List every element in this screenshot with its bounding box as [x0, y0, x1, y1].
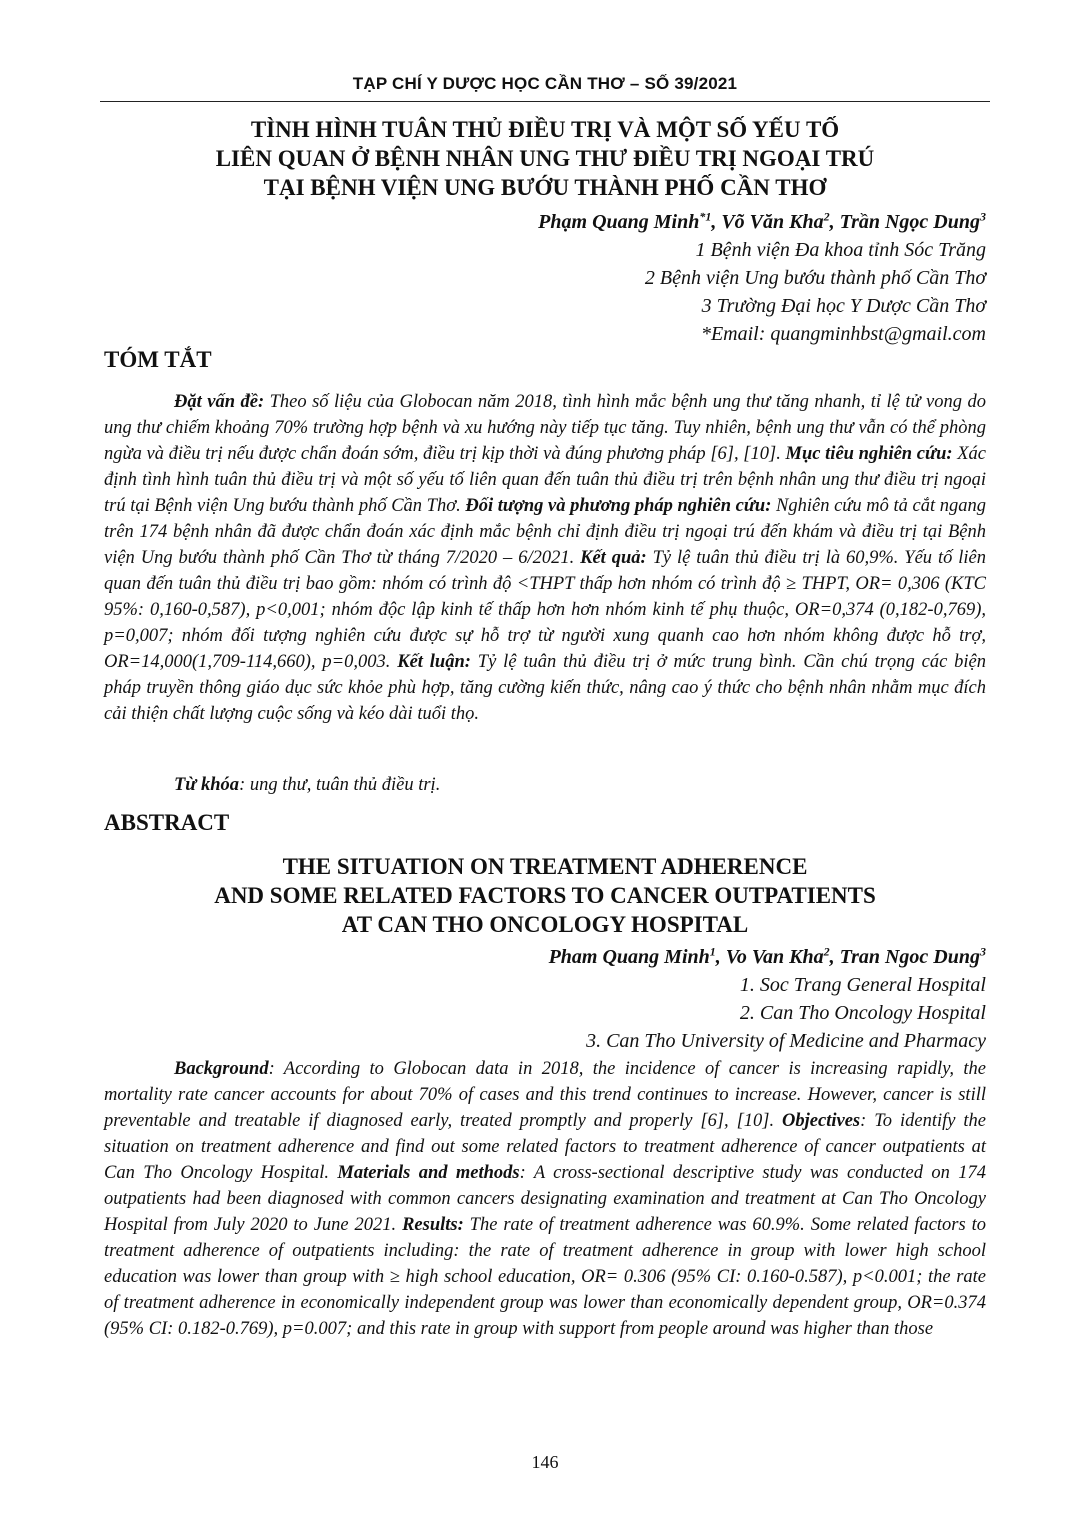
- vn-title: [100, 115, 990, 202]
- author-name: Vo Van Kha: [725, 946, 824, 968]
- en-title: [100, 852, 990, 939]
- affiliation: 2. Can Tho Oncology Hospital: [739, 1002, 986, 1024]
- keywords-label: Từ khóa: [174, 775, 240, 795]
- author-mark: *1: [699, 209, 712, 224]
- author-name: Pham Quang Minh: [548, 946, 710, 968]
- label-methods: Materials and methods: [337, 1163, 520, 1183]
- affiliation: 1. Soc Trang General Hospital: [739, 974, 986, 996]
- author-mark: 1: [709, 944, 716, 959]
- en-title-line: AT CAN THO ONCOLOGY HOSPITAL: [341, 912, 749, 937]
- en-title-line: THE SITUATION ON TREATMENT ADHERENCE: [282, 854, 808, 879]
- text-methods: Nghiên cứu mô tả cắt ngang trên 174 bệnh nhân đã được chẩn đoán xác định mắc bệnh chỉ định điều trị ngoại trú đến khám và điều trị tại Bệnh viện Ung bướu thành phố Cần Thơ từ tháng 7/2020 – 6/2021.: [104, 496, 986, 568]
- text-objective: : To identify the situation on treatment adherence and find out some related factors to treatment adherence of cancer outpatients at Can Tho Oncology Hospital.: [104, 1111, 986, 1183]
- text-background: Theo số liệu của Globocan năm 2018, tình hình mắc bệnh ung thư tăng nhanh, tỉ lệ tử vong do ung thư chiếm khoảng 70% trường hợp bệnh và xu hướng này tiếp tục tăng. Tuy nhiên, bệnh ung thư vẫn có thể phòng ngừa và điều trị nếu được chẩn đoán sớm, điều trị kịp thời và đúng phương pháp [6], [10].: [104, 392, 986, 464]
- author-separator: ,: [715, 946, 726, 968]
- en-author-list: [549, 943, 986, 971]
- author-name: Võ Văn Kha: [721, 211, 824, 233]
- vn-author-list: [538, 208, 986, 236]
- affiliation: 1 Bệnh viện Đa khoa tỉnh Sóc Trăng: [695, 239, 986, 261]
- author-separator: ,: [829, 946, 840, 968]
- text-results: Tỷ lệ tuân thủ điều trị là 60,9%. Yếu tố liên quan đến tuân thủ điều trị bao gồm: nhóm có trình độ <THPT thấp hơn nhóm có trình độ ≥ THPT, OR= 0,306 (KTC 95%: 0,160-0,587), p<0,001; nhóm độc lập kinh tế thấp hơn hơn nhóm kinh tế phụ thuộc, OR=0,374 (0,182-0,769), p=0,007; nhóm đối tượng nghiên cứu được sự hỗ trợ từ người xung quanh cao hơn nhóm không được hỗ trợ, OR=14,000(1,709-114,660), p=0,003.: [104, 548, 986, 672]
- author-mark: 3: [980, 209, 986, 224]
- label-background: Background: [174, 1059, 269, 1079]
- text-conclusion: Tỷ lệ tuân thủ điều trị ở mức trung bình. Cần chú trọng các biện pháp truyền thông giáo dục sức khỏe phù hợp, tăng cường kiến thức, nâng cao ý thức cho bệnh nhân nhằm mục đích cải thiện chất lượng cuộc sống và kéo dài tuổi thọ.: [104, 652, 986, 724]
- author-separator: ,: [829, 211, 840, 233]
- vn-section-heading: TÓM TẮT: [104, 347, 212, 372]
- author-mark: 2: [823, 209, 830, 224]
- affiliation: 2 Bệnh viện Ung bướu thành phố Cần Thơ: [644, 267, 986, 289]
- author-mark: 3: [980, 944, 986, 959]
- label-objective: Objectives: [782, 1111, 861, 1131]
- text-methods: : A cross-sectional descriptive study was conducted on 174 outpatients had been diagnosed with common cancers designating examination and treatment at Can Tho Oncology Hospital from July 2020 to June 2021.: [104, 1163, 986, 1235]
- en-affiliations: [586, 971, 986, 1055]
- page-number: 146: [531, 1452, 559, 1472]
- text-objective: Xác định tình hình tuân thủ điều trị và một số yếu tố liên quan đến tuân thủ điều trị trên bệnh nhân ung thư điều trị ngoại trú tại Bệnh viện Ung bướu thành phố Cần Thơ.: [104, 444, 987, 516]
- author-mark: 2: [823, 944, 830, 959]
- author-name: Tran Ngoc Dung: [839, 946, 980, 968]
- journal-running-head: TẠP CHÍ Y DƯỢC HỌC CẦN THƠ – SỐ 39/2021: [352, 74, 738, 93]
- vn-title-line: LIÊN QUAN Ở BỆNH NHÂN UNG THƯ ĐIỀU TRỊ NGOẠI TRÚ: [215, 146, 875, 171]
- label-results: Kết quả:: [580, 548, 647, 568]
- affiliation: 3. Can Tho University of Medicine and Pharmacy: [586, 1030, 986, 1052]
- label-conclusion: Kết luận:: [397, 652, 471, 672]
- en-abstract-body: [104, 1056, 986, 1342]
- text-results: The rate of treatment adherence was 60.9%. Some related factors to treatment adherence of outpatients including: the rate of treatment adherence in group with lower high school education was lower than group with ≥ high school education, OR= 0.306 (95% CI: 0.160-0.587), p<0.001; the rate of treatment adherence in economically independent group was lower than economically dependent group, OR=0.374 (95% CI: 0.182-0.769), p=0.007; and this rate in group with support from people around was higher than those: [104, 1215, 986, 1339]
- label-objective: Mục tiêu nghiên cứu:: [785, 444, 953, 464]
- vn-title-line: TÌNH HÌNH TUÂN THỦ ĐIỀU TRỊ VÀ MỘT SỐ YẾU TỐ: [250, 117, 840, 142]
- label-methods: Đối tượng và phương pháp nghiên cứu:: [465, 496, 772, 516]
- author-name: Phạm Quang Minh: [538, 211, 700, 233]
- text-background: : According to Globocan data in 2018, the incidence of cancer is increasing rapidly, the mortality rate cancer accounts for about 70% of cases and this trend continues to increase. However, cancer is still preventable and treatable if diagnosed early, treated promptly and properly [6], [10].: [104, 1059, 986, 1131]
- vn-title-line: TẠI BỆNH VIỆN UNG BƯỚU THÀNH PHỐ CẦN THƠ: [263, 175, 827, 200]
- en-section-heading: ABSTRACT: [104, 810, 230, 835]
- keywords-text: : ung thư, tuân thủ điều trị.: [239, 775, 441, 795]
- label-background: Đặt vấn đề:: [174, 392, 265, 412]
- header-rule: [100, 101, 990, 102]
- affiliation: 3 Trường Đại học Y Dược Cần Thơ: [701, 295, 986, 317]
- author-name: Trần Ngọc Dung: [839, 211, 980, 233]
- en-title-line: AND SOME RELATED FACTORS TO CANCER OUTPATIENTS: [214, 883, 876, 908]
- vn-keywords: [104, 772, 986, 798]
- vn-affiliations: [645, 236, 986, 348]
- author-separator: ,: [711, 211, 722, 233]
- vn-abstract-body: [104, 389, 986, 727]
- label-results: Results:: [402, 1215, 464, 1235]
- affiliation-email: *Email: quangminhbst@gmail.com: [700, 323, 986, 345]
